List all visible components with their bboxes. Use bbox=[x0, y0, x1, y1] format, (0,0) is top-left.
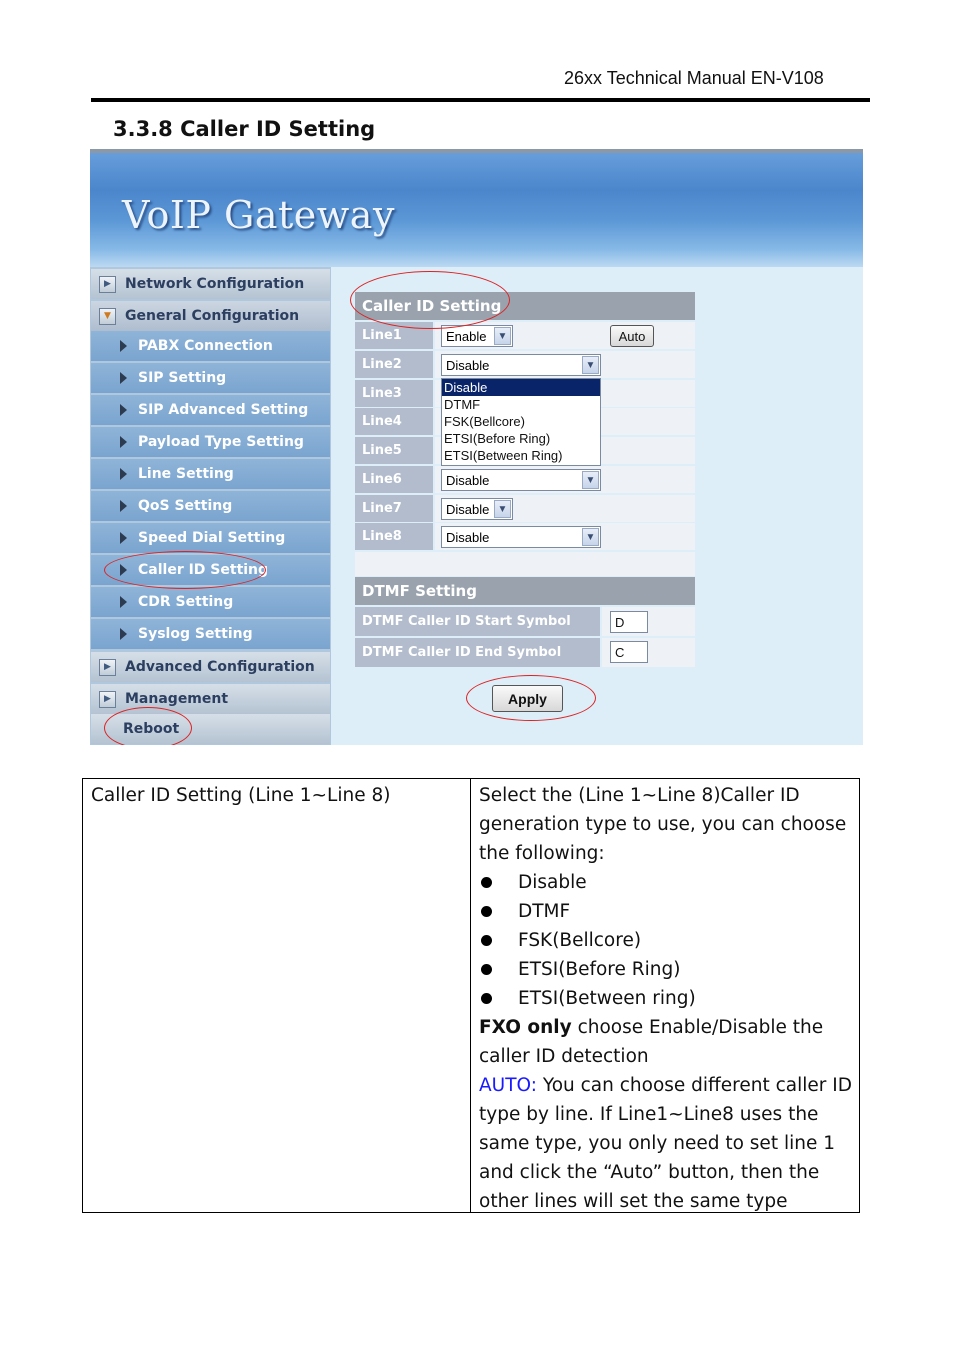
nav-reboot[interactable]: Reboot bbox=[91, 714, 330, 744]
line7-label: Line7 bbox=[355, 495, 433, 522]
expand-icon: ▶ bbox=[99, 659, 116, 676]
bullet-icon bbox=[481, 964, 492, 975]
chevron-down-icon: ▼ bbox=[494, 327, 511, 345]
line1-select[interactable]: Enable ▼ bbox=[441, 325, 513, 347]
arrow-right-icon bbox=[120, 628, 127, 640]
dtmf-end-input[interactable]: C bbox=[610, 641, 648, 663]
line6-label: Line6 bbox=[355, 466, 433, 493]
expand-icon: ▶ bbox=[99, 691, 116, 708]
line3-label: Line3 bbox=[355, 380, 433, 407]
table-divider bbox=[470, 778, 471, 1213]
nav-management[interactable]: ▶ Management bbox=[91, 684, 330, 714]
nav-caller-id-setting[interactable]: Caller ID Setting bbox=[91, 555, 330, 585]
auto-note: AUTO: You can choose different caller ID type by line. If Line1~Line8 uses the same type, you only need to set line 1 and click the “Auto” button, then the other lines will set the same type bbox=[479, 1075, 852, 1212]
dropdown-option-etsi-between[interactable]: ETSI(Between Ring) bbox=[444, 448, 563, 463]
brand-logo: VoIP Gateway bbox=[122, 193, 395, 237]
dtmf-start-input[interactable]: D bbox=[610, 611, 648, 633]
caller-id-type-dropdown[interactable] bbox=[441, 378, 601, 466]
nav-sip-setting[interactable]: SIP Setting bbox=[91, 363, 330, 393]
chevron-down-icon: ▼ bbox=[582, 356, 599, 374]
sidebar bbox=[90, 267, 331, 745]
bullet-icon bbox=[481, 993, 492, 1004]
highlight-ellipse bbox=[104, 707, 192, 745]
voip-gateway-screenshot bbox=[90, 149, 863, 745]
list-item: ETSI(Before Ring) bbox=[479, 955, 857, 984]
arrow-right-icon bbox=[120, 532, 127, 544]
collapse-icon: ▼ bbox=[99, 308, 116, 325]
dropdown-option-dtmf[interactable]: DTMF bbox=[444, 397, 481, 412]
chevron-down-icon: ▼ bbox=[582, 528, 599, 546]
line7-select[interactable]: Disable ▼ bbox=[441, 498, 513, 520]
dtmf-start-label: DTMF Caller ID Start Symbol bbox=[355, 607, 600, 636]
document-header: 26xx Technical Manual EN-V108 bbox=[564, 68, 824, 88]
auto-button[interactable]: Auto bbox=[610, 325, 654, 347]
line2-label: Line2 bbox=[355, 351, 433, 378]
dropdown-option-etsi-before[interactable]: ETSI(Before Ring) bbox=[444, 431, 551, 446]
dropdown-option-fsk[interactable]: FSK(Bellcore) bbox=[444, 414, 525, 429]
nav-sip-advanced-setting[interactable]: SIP Advanced Setting bbox=[91, 395, 330, 425]
line5-label: Line5 bbox=[355, 437, 433, 464]
chevron-down-icon: ▼ bbox=[582, 471, 599, 489]
line8-label: Line8 bbox=[355, 523, 433, 550]
highlight-ellipse bbox=[466, 675, 596, 721]
line2-select[interactable]: Disable ▼ bbox=[441, 354, 601, 376]
bullet-icon bbox=[481, 906, 492, 917]
arrow-right-icon bbox=[120, 404, 127, 416]
bullet-icon bbox=[481, 877, 492, 888]
highlight-ellipse bbox=[350, 271, 510, 329]
list-item: FSK(Bellcore) bbox=[479, 926, 857, 955]
line1-label: Line1 bbox=[355, 322, 433, 349]
nav-qos-setting[interactable]: QoS Setting bbox=[91, 491, 330, 521]
nav-line-setting[interactable]: Line Setting bbox=[91, 459, 330, 489]
arrow-right-icon bbox=[120, 468, 127, 480]
list-item: ETSI(Between ring) bbox=[479, 984, 857, 1013]
nav-payload-type-setting[interactable]: Payload Type Setting bbox=[91, 427, 330, 457]
bullet-icon bbox=[481, 935, 492, 946]
nav-cdr-setting[interactable]: CDR Setting bbox=[91, 587, 330, 617]
nav-network-configuration[interactable]: ▶ Network Configuration bbox=[91, 269, 330, 299]
banner bbox=[90, 149, 863, 267]
expand-icon: ▶ bbox=[99, 276, 116, 293]
header-rule bbox=[91, 98, 870, 102]
nav-advanced-configuration[interactable]: ▶ Advanced Configuration bbox=[91, 652, 330, 682]
dtmf-panel-title: DTMF Setting bbox=[355, 577, 695, 605]
line8-select[interactable]: Disable ▼ bbox=[441, 526, 601, 548]
nav-speed-dial-setting[interactable]: Speed Dial Setting bbox=[91, 523, 330, 553]
fxo-note: FXO only choose Enable/Disable the caller ID detection bbox=[479, 1017, 824, 1067]
line4-label: Line4 bbox=[355, 408, 433, 435]
dtmf-end-label: DTMF Caller ID End Symbol bbox=[355, 638, 600, 667]
arrow-right-icon bbox=[120, 340, 127, 352]
apply-button[interactable]: Apply bbox=[492, 685, 563, 712]
table-cell-field-name: Caller ID Setting (Line 1~Line 8) bbox=[91, 785, 391, 806]
section-title: 3.3.8 Caller ID Setting bbox=[113, 117, 376, 141]
list-item: Disable bbox=[479, 868, 857, 897]
caller-id-panel-title: Caller ID Setting bbox=[355, 292, 695, 320]
arrow-right-icon bbox=[120, 372, 127, 384]
description-intro: Select the (Line 1~Line 8)Caller ID generation type to use, you can choose the following: bbox=[479, 785, 847, 864]
nav-syslog-setting[interactable]: Syslog Setting bbox=[91, 619, 330, 649]
list-item: DTMF bbox=[479, 897, 857, 926]
highlight-ellipse bbox=[104, 551, 266, 589]
arrow-right-icon bbox=[120, 596, 127, 608]
chevron-down-icon: ▼ bbox=[494, 500, 511, 518]
table-cell-description bbox=[479, 781, 857, 1216]
arrow-right-icon bbox=[120, 436, 127, 448]
dropdown-option-disable[interactable]: Disable bbox=[442, 379, 600, 396]
arrow-right-icon bbox=[120, 500, 127, 512]
line6-select[interactable]: Disable ▼ bbox=[441, 469, 601, 491]
nav-pabx-connection[interactable]: PABX Connection bbox=[91, 331, 330, 361]
nav-general-configuration[interactable]: ▼ General Configuration bbox=[91, 301, 330, 331]
